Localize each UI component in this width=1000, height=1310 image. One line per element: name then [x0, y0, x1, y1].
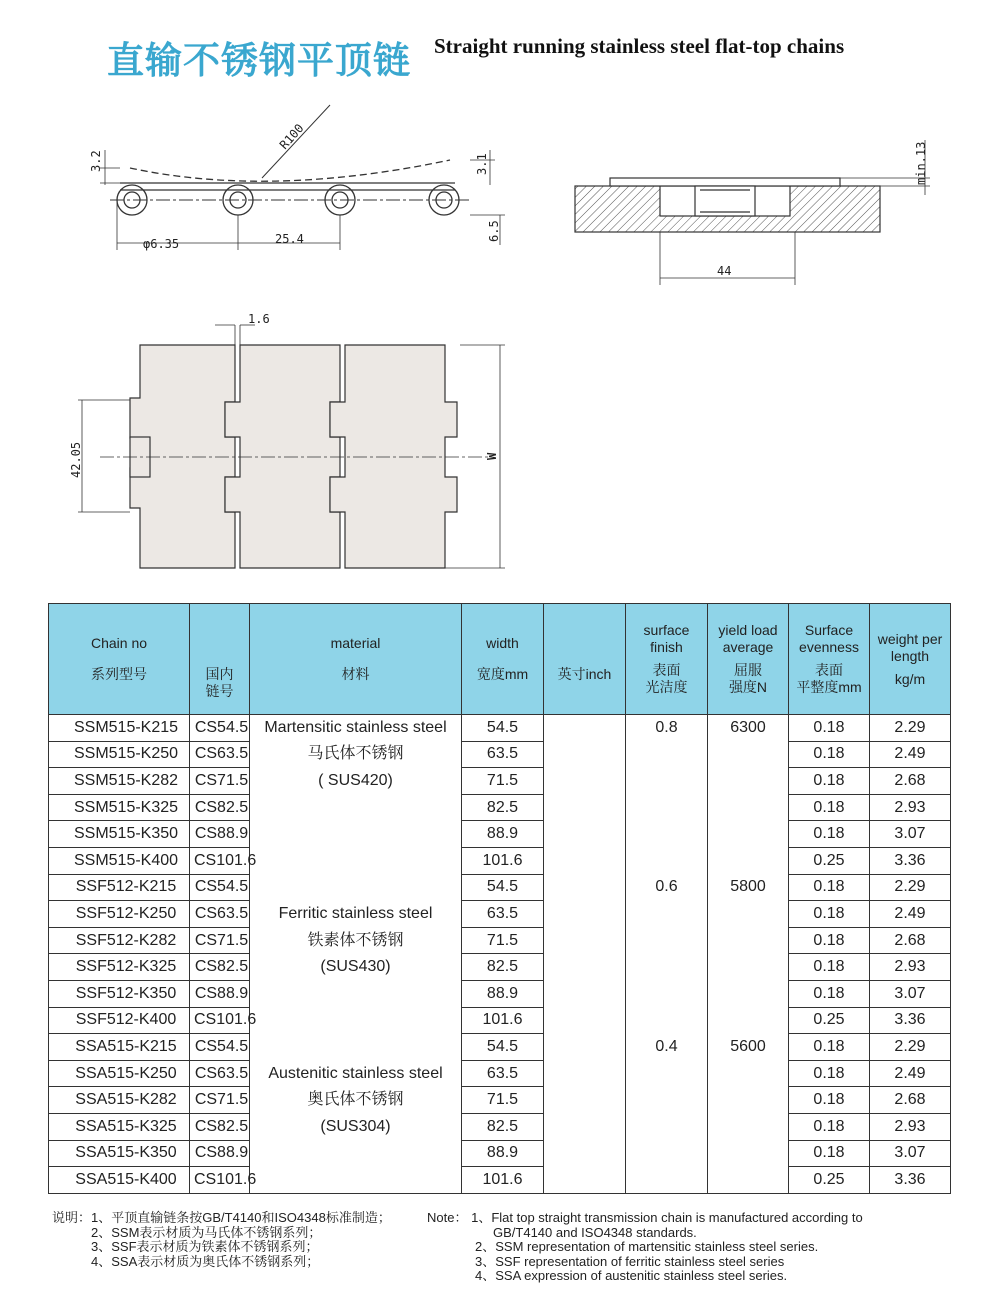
cell-evenness: 0.18: [789, 715, 870, 742]
cell-width: 71.5: [462, 1087, 544, 1114]
cell-surface-finish: 0.6: [626, 874, 708, 901]
table-row: [49, 768, 951, 795]
note-en-1: 1、Flat top straight transmission chain is manufactured according to: [471, 1210, 863, 1225]
dim-diameter: φ6.35: [143, 237, 180, 251]
cell-weight: 3.36: [870, 1167, 951, 1194]
cell-width: 71.5: [462, 768, 544, 795]
technical-drawings: [0, 0, 1000, 600]
dim-3-1: 3.1: [475, 153, 489, 175]
cell-weight: 2.49: [870, 741, 951, 768]
cell-domestic-no: CS54.5: [190, 874, 250, 901]
table-row: [49, 1167, 951, 1194]
table-row: [49, 741, 951, 768]
cell-domestic-no: CS63.5: [190, 901, 250, 928]
cell-material: [250, 1007, 462, 1034]
cell-inch: [544, 715, 626, 742]
header-domestic: [190, 604, 250, 715]
cell-inch: [544, 1140, 626, 1167]
cell-chain-no: SSF512-K350: [49, 980, 190, 1007]
header-yield: [708, 604, 789, 715]
cell-chain-no: SSF512-K215: [49, 874, 190, 901]
cell-surface-finish: [626, 768, 708, 795]
cell-yield-load: [708, 768, 789, 795]
cell-chain-no: SSM515-K282: [49, 768, 190, 795]
cell-inch: [544, 741, 626, 768]
header-yield-cn: 屈服 强度N: [728, 662, 768, 695]
dim-min13: min.13: [914, 141, 928, 185]
cell-material: (SUS430): [250, 954, 462, 981]
cell-domestic-no: CS54.5: [190, 715, 250, 742]
header-evenness-en: Surface evenness: [799, 622, 859, 655]
note-en-3: 3、SSF representation of ferritic stainless steel series: [475, 1253, 785, 1269]
cell-weight: 2.93: [870, 954, 951, 981]
cell-yield-load: [708, 741, 789, 768]
header-domestic-cn: 国内 链号: [205, 666, 234, 699]
cell-domestic-no: CS101.6: [190, 1007, 250, 1034]
header-material: [250, 604, 462, 715]
note-cn-4: 4、SSA表示材质为奥氏体不锈钢系列；: [91, 1253, 320, 1269]
cell-material: [250, 874, 462, 901]
cell-material: [250, 821, 462, 848]
notes-cn-label: 说明：: [52, 1210, 92, 1225]
cell-material: [250, 1140, 462, 1167]
cell-inch: [544, 1167, 626, 1194]
cell-width: 63.5: [462, 901, 544, 928]
cell-chain-no: SSF512-K282: [49, 927, 190, 954]
note-en-1b: GB/T4140 and ISO4348 standards.: [493, 1224, 697, 1240]
cell-chain-no: SSM515-K215: [49, 715, 190, 742]
cell-inch: [544, 980, 626, 1007]
cell-width: 63.5: [462, 741, 544, 768]
table-body: [49, 715, 951, 1194]
cell-inch: [544, 1087, 626, 1114]
header-surface-cn: 表面 光洁度: [645, 662, 688, 695]
cell-material: (SUS304): [250, 1113, 462, 1140]
cell-chain-no: SSM515-K250: [49, 741, 190, 768]
cell-domestic-no: CS63.5: [190, 741, 250, 768]
cell-material: 马氏体不锈钢: [250, 741, 462, 768]
cell-inch: [544, 847, 626, 874]
table-row: [49, 1007, 951, 1034]
cell-evenness: 0.18: [789, 1034, 870, 1061]
cell-width: 88.9: [462, 1140, 544, 1167]
cell-inch: [544, 874, 626, 901]
side-view-drawing: [100, 105, 505, 250]
cell-surface-finish: [626, 927, 708, 954]
table-row: [49, 847, 951, 874]
cell-width: 101.6: [462, 1007, 544, 1034]
cell-surface-finish: [626, 954, 708, 981]
cell-evenness: 0.18: [789, 741, 870, 768]
cell-yield-load: [708, 1087, 789, 1114]
cell-width: 101.6: [462, 847, 544, 874]
cell-chain-no: SSA515-K400: [49, 1167, 190, 1194]
cell-material: [250, 794, 462, 821]
cell-chain-no: SSM515-K325: [49, 794, 190, 821]
plan-view-drawing: [130, 345, 457, 568]
cell-material: Austenitic stainless steel: [250, 1060, 462, 1087]
dim-44: 44: [717, 264, 732, 278]
cell-surface-finish: [626, 847, 708, 874]
cell-weight: 2.68: [870, 768, 951, 795]
cell-weight: 2.29: [870, 1034, 951, 1061]
table-row: [49, 821, 951, 848]
spec-table: [48, 603, 951, 1194]
cell-weight: 3.07: [870, 821, 951, 848]
cell-domestic-no: CS82.5: [190, 794, 250, 821]
cell-yield-load: [708, 927, 789, 954]
cell-domestic-no: CS71.5: [190, 927, 250, 954]
cell-weight: 2.93: [870, 1113, 951, 1140]
cell-evenness: 0.18: [789, 980, 870, 1007]
dim-1-6: 1.6: [248, 312, 270, 326]
dim-6-5: 6.5: [487, 220, 501, 242]
cell-inch: [544, 901, 626, 928]
cell-width: 54.5: [462, 1034, 544, 1061]
cell-inch: [544, 1007, 626, 1034]
cell-evenness: 0.18: [789, 1087, 870, 1114]
cell-surface-finish: [626, 1060, 708, 1087]
cell-inch: [544, 1034, 626, 1061]
cell-material: 奥氏体不锈钢: [250, 1087, 462, 1114]
table-row: [49, 1113, 951, 1140]
table-row: [49, 927, 951, 954]
cell-surface-finish: [626, 1087, 708, 1114]
cell-weight: 2.49: [870, 1060, 951, 1087]
header-surface: [626, 604, 708, 715]
cell-evenness: 0.18: [789, 821, 870, 848]
notes-cn: [52, 1211, 391, 1269]
table-row: [49, 901, 951, 928]
cell-width: 82.5: [462, 1113, 544, 1140]
cell-surface-finish: [626, 901, 708, 928]
cell-yield-load: [708, 794, 789, 821]
cell-surface-finish: [626, 1007, 708, 1034]
cell-chain-no: SSA515-K282: [49, 1087, 190, 1114]
cell-chain-no: SSM515-K350: [49, 821, 190, 848]
cell-surface-finish: [626, 1140, 708, 1167]
note-cn-2: 2、SSM表示材质为马氏体不锈钢系列；: [91, 1224, 322, 1240]
cell-evenness: 0.18: [789, 954, 870, 981]
header-width: [462, 604, 544, 715]
cell-material: [250, 1167, 462, 1194]
cell-domestic-no: CS82.5: [190, 954, 250, 981]
header-weight: [870, 604, 951, 715]
cell-weight: 2.93: [870, 794, 951, 821]
cell-evenness: 0.18: [789, 768, 870, 795]
cell-domestic-no: CS54.5: [190, 1034, 250, 1061]
cell-evenness: 0.18: [789, 927, 870, 954]
dim-pitch: 25.4: [275, 232, 304, 246]
cell-yield-load: [708, 1140, 789, 1167]
cell-material: ( SUS420): [250, 768, 462, 795]
table-row: [49, 1060, 951, 1087]
header-width-mm: 宽度mm: [476, 666, 529, 682]
cell-yield-load: 6300: [708, 715, 789, 742]
cell-material: [250, 1034, 462, 1061]
cell-chain-no: SSM515-K400: [49, 847, 190, 874]
cell-weight: 2.68: [870, 1087, 951, 1114]
cell-surface-finish: 0.8: [626, 715, 708, 742]
cell-domestic-no: CS101.6: [190, 847, 250, 874]
cell-chain-no: SSA515-K250: [49, 1060, 190, 1087]
cell-yield-load: [708, 954, 789, 981]
header-material-en: material: [330, 635, 381, 651]
cell-evenness: 0.18: [789, 794, 870, 821]
cell-evenness: 0.18: [789, 901, 870, 928]
header-evenness-cn: 表面 平整度mm: [796, 662, 862, 695]
cell-chain-no: SSF512-K325: [49, 954, 190, 981]
table-row: [49, 1034, 951, 1061]
cell-weight: 2.49: [870, 901, 951, 928]
cell-yield-load: [708, 901, 789, 928]
cell-width: 82.5: [462, 954, 544, 981]
cell-weight: 2.29: [870, 874, 951, 901]
table-row: [49, 874, 951, 901]
cell-yield-load: [708, 1007, 789, 1034]
header-evenness: [789, 604, 870, 715]
cell-width: 54.5: [462, 715, 544, 742]
cell-chain-no: SSA515-K215: [49, 1034, 190, 1061]
cell-width: 63.5: [462, 1060, 544, 1087]
cell-evenness: 0.18: [789, 1113, 870, 1140]
cell-yield-load: [708, 847, 789, 874]
table-row: [49, 954, 951, 981]
header-weight-unit: kg/m: [894, 670, 926, 687]
cell-chain-no: SSF512-K400: [49, 1007, 190, 1034]
page-title-cn: 直输不锈钢平顶链: [107, 39, 411, 82]
notes-en: [427, 1211, 863, 1284]
notes-en-label: Note：: [427, 1210, 468, 1225]
cell-domestic-no: CS71.5: [190, 768, 250, 795]
cell-material: Martensitic stainless steel: [250, 715, 462, 742]
cell-evenness: 0.25: [789, 847, 870, 874]
note-en-4: 4、SSA expression of austenitic stainless steel series.: [475, 1268, 788, 1283]
cell-material: [250, 847, 462, 874]
section-view-drawing: [575, 140, 930, 285]
dim-42-05: 42.05: [69, 441, 83, 478]
cell-evenness: 0.18: [789, 874, 870, 901]
table-header-row: [49, 604, 951, 715]
page-title-en: Straight running stainless steel flat-top chains: [434, 34, 845, 58]
cell-evenness: 0.25: [789, 1007, 870, 1034]
table-row: [49, 1087, 951, 1114]
cell-domestic-no: CS101.6: [190, 1167, 250, 1194]
table-row: [49, 1140, 951, 1167]
cell-yield-load: [708, 1060, 789, 1087]
header-chain-no-cn: 系列型号: [91, 666, 147, 682]
note-en-2: 2、SSM representation of martensitic stainless steel series.: [475, 1239, 819, 1254]
cell-material: [250, 980, 462, 1007]
cell-weight: 2.29: [870, 715, 951, 742]
cell-inch: [544, 1113, 626, 1140]
cell-domestic-no: CS71.5: [190, 1087, 250, 1114]
table-row: [49, 794, 951, 821]
note-cn-1: 1、平顶直输链条按GB/T4140和ISO4348标准制造；: [91, 1210, 391, 1225]
header-inch: [544, 604, 626, 715]
cell-surface-finish: [626, 980, 708, 1007]
cell-domestic-no: CS82.5: [190, 1113, 250, 1140]
cell-width: 88.9: [462, 980, 544, 1007]
cell-domestic-no: CS88.9: [190, 1140, 250, 1167]
cell-width: 71.5: [462, 927, 544, 954]
cell-surface-finish: [626, 794, 708, 821]
cell-inch: [544, 821, 626, 848]
header-chain-no: [49, 604, 190, 715]
cell-yield-load: [708, 980, 789, 1007]
cell-domestic-no: CS88.9: [190, 980, 250, 1007]
header-surface-en: surface finish: [643, 622, 690, 655]
cell-weight: 2.68: [870, 927, 951, 954]
cell-yield-load: [708, 1113, 789, 1140]
dim-w: W: [485, 452, 499, 460]
cell-evenness: 0.18: [789, 1060, 870, 1087]
cell-inch: [544, 954, 626, 981]
table-row: [49, 980, 951, 1007]
note-cn-3: 3、SSF表示材质为铁素体不锈钢系列；: [91, 1239, 319, 1254]
cell-yield-load: [708, 821, 789, 848]
cell-chain-no: SSF512-K250: [49, 901, 190, 928]
cell-surface-finish: [626, 821, 708, 848]
cell-material: Ferritic stainless steel: [250, 901, 462, 928]
dim-3-2: 3.2: [89, 150, 103, 172]
cell-width: 101.6: [462, 1167, 544, 1194]
cell-inch: [544, 1060, 626, 1087]
header-weight-en: weight per length: [877, 630, 943, 664]
cell-inch: [544, 927, 626, 954]
cell-chain-no: SSA515-K350: [49, 1140, 190, 1167]
cell-width: 82.5: [462, 794, 544, 821]
cell-width: 88.9: [462, 821, 544, 848]
header-inch-label: 英寸inch: [557, 665, 612, 682]
cell-material: 铁素体不锈钢: [250, 927, 462, 954]
cell-chain-no: SSA515-K325: [49, 1113, 190, 1140]
dim-r100: R100: [276, 121, 307, 153]
cell-evenness: 0.18: [789, 1140, 870, 1167]
cell-domestic-no: CS63.5: [190, 1060, 250, 1087]
table-row: [49, 715, 951, 742]
cell-surface-finish: [626, 741, 708, 768]
cell-surface-finish: 0.4: [626, 1034, 708, 1061]
cell-evenness: 0.25: [789, 1167, 870, 1194]
cell-domestic-no: CS88.9: [190, 821, 250, 848]
header-chain-no-en: Chain no: [90, 635, 148, 651]
cell-width: 54.5: [462, 874, 544, 901]
header-width-en: width: [486, 635, 519, 651]
cell-inch: [544, 794, 626, 821]
header-yield-en: yield load average: [718, 622, 778, 655]
cell-weight: 3.07: [870, 1140, 951, 1167]
cell-weight: 3.07: [870, 980, 951, 1007]
cell-inch: [544, 768, 626, 795]
cell-yield-load: 5600: [708, 1034, 789, 1061]
cell-yield-load: 5800: [708, 874, 789, 901]
cell-weight: 3.36: [870, 1007, 951, 1034]
header-material-cn: 材料: [341, 666, 370, 682]
cell-weight: 3.36: [870, 847, 951, 874]
cell-surface-finish: [626, 1113, 708, 1140]
cell-yield-load: [708, 1167, 789, 1194]
cell-surface-finish: [626, 1167, 708, 1194]
